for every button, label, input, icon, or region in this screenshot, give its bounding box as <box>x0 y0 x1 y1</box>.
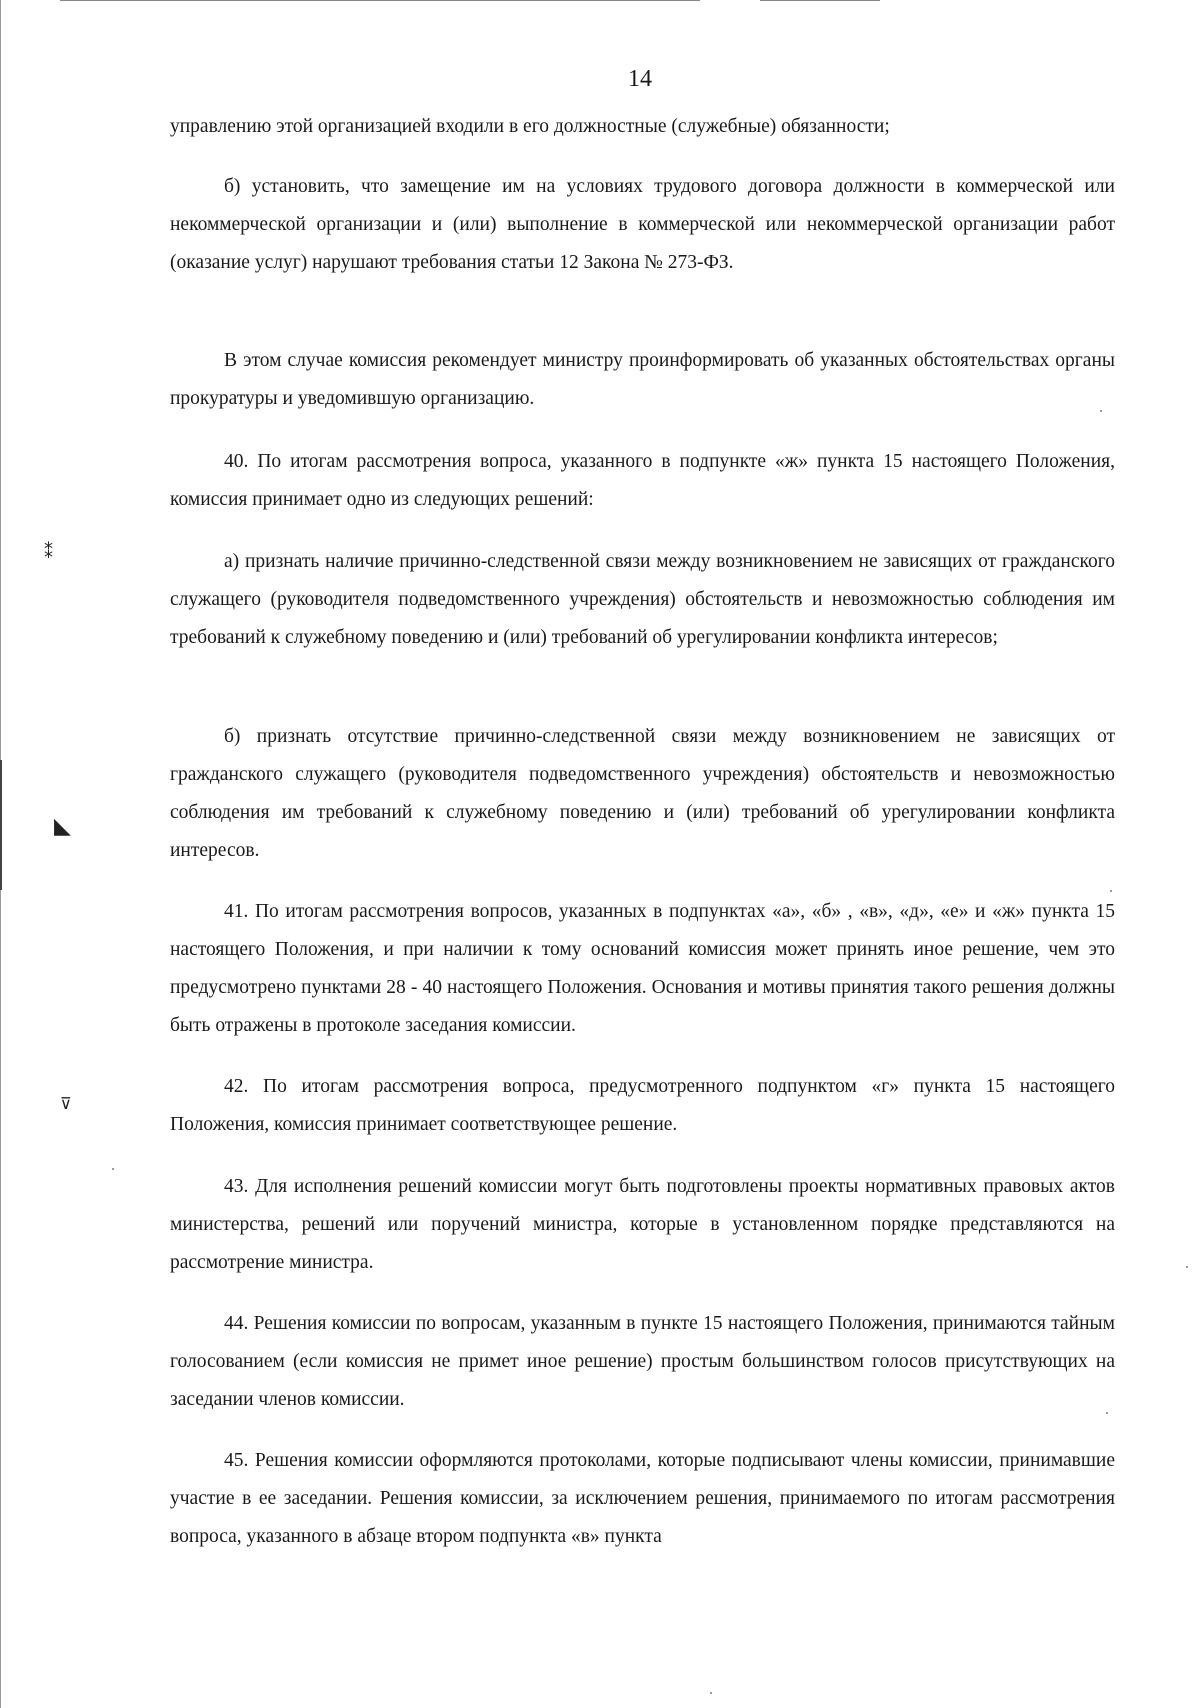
scan-speck <box>1110 890 1112 892</box>
paragraph: б) признать отсутствие причинно-следственной связи между возникновением не зависящих от гражданского служащего (руководителя подведомственного учреждения) обстоятельств и невозможностью соблюдения им требований к служебному поведению и (или) требований об урегулировании конфликта интересов. <box>170 726 1115 861</box>
document-body <box>170 443 1115 519</box>
scan-speck <box>710 1692 712 1694</box>
scan-mark: ⁑ <box>44 542 53 563</box>
paragraph: 42. По итогам рассмотрения вопроса, предусмотренного подпунктом «г» пункта 15 настоящего Положения, комиссия принимает соответствующее решение. <box>170 1076 1115 1135</box>
page-number: 14 <box>628 66 652 92</box>
paragraph: а) признать наличие причинно-следственной связи между возникновением не зависящих от гражданского служащего (руководителя подведомственного учреждения) обстоятельств и невозможностью соблюдения им требований к служебному поведению и (или) требований об урегулировании конфликта интересов; <box>170 551 1115 648</box>
paragraph: б) установить, что замещение им на условиях трудового договора должности в коммерческой или некоммерческой организации и (или) выполнение в коммерческой или некоммерческой организации работ (оказание услуг) нарушают требования статьи 12 Закона № 273-ФЗ. <box>170 176 1115 273</box>
scan-left-edge-dark <box>0 760 2 890</box>
document-body <box>170 168 1115 282</box>
paragraph: 44. Решения комиссии по вопросам, указанным в пункте 15 настоящего Положения, принимаются тайным голосованием (если комиссия не примет иное решение) простым большинством голосов присутствующих на заседании членов комиссии. <box>170 1313 1115 1410</box>
scan-speck <box>1186 1266 1188 1268</box>
scan-speck <box>112 1168 114 1170</box>
paragraph: управлению этой организацией входили в его должностные (служебные) обязанности; <box>170 116 890 137</box>
scan-mark: ◣ <box>54 814 71 839</box>
document-body <box>170 1068 1115 1144</box>
paragraph: 40. По итогам рассмотрения вопроса, указанного в подпункте «ж» пункта 15 настоящего Положения, комиссия принимает одно из следующих решений: <box>170 451 1115 510</box>
scan-top-line <box>760 0 880 1</box>
paragraph: В этом случае комиссия рекомендует министру проинформировать об указанных обстоятельствах органы прокуратуры и уведомившую организацию. <box>170 350 1115 409</box>
paragraph: 43. Для исполнения решений комиссии могут быть подготовлены проекты нормативных правовых актов министерства, решений или поручений министра, которые в установленном порядке представляются на рассмотрение министра. <box>170 1176 1115 1273</box>
paragraph: 41. По итогам рассмотрения вопросов, указанных в подпунктах «а», «б» , «в», «д», «е» и «ж» пункта 15 настоящего Положения, и при наличии к тому оснований комиссия может принять иное решение, чем это предусмотрено пунктами 28 - 40 настоящего Положения. Основания и мотивы принятия такого решения должны быть отражены в протоколе заседания комиссии. <box>170 901 1115 1036</box>
document-body <box>170 1442 1115 1556</box>
document-body <box>170 718 1115 870</box>
scan-top-line <box>60 0 700 1</box>
document-body <box>170 108 1115 146</box>
paragraph: 45. Решения комиссии оформляются протоколами, которые подписывают члены комиссии, принимавшие участие в ее заседании. Решения комиссии, за исключением решения, принимаемого по итогам рассмотрения вопроса, указанного в абзаце втором подпункта «в» пункта <box>170 1450 1115 1547</box>
document-body <box>170 342 1115 418</box>
document-body <box>170 1305 1115 1419</box>
scan-mark: ⊽ <box>60 1094 72 1113</box>
document-body <box>170 893 1115 1045</box>
document-body <box>170 1168 1115 1282</box>
document-body <box>170 543 1115 657</box>
